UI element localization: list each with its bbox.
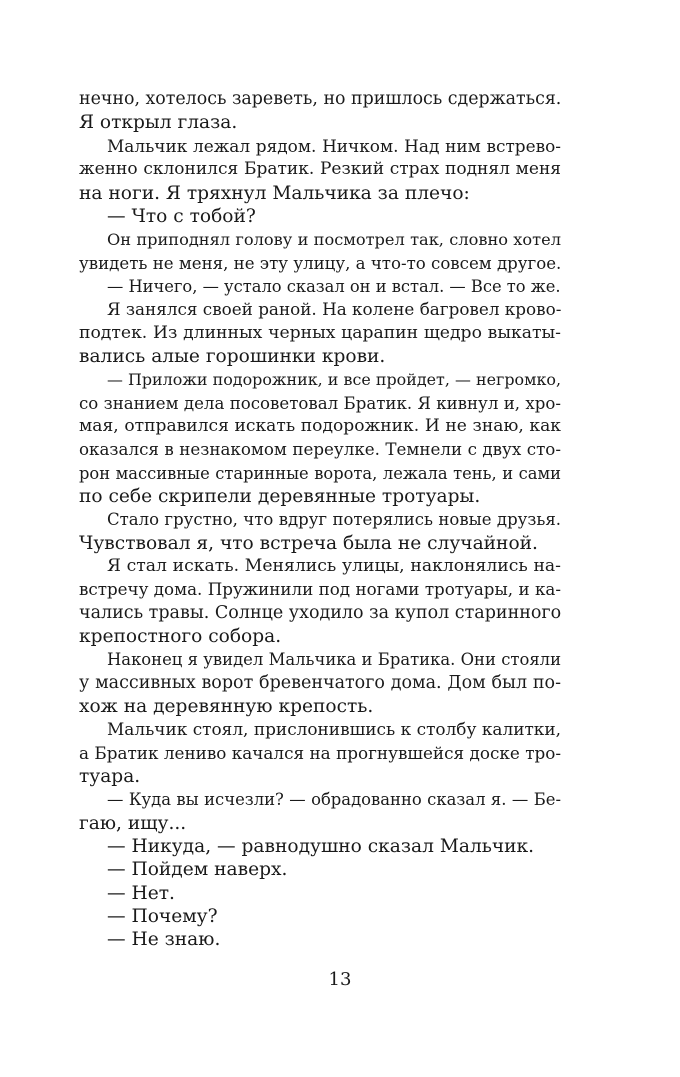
text-line: Чувствовал я, что встреча была не случайной. xyxy=(79,533,538,554)
text-line: Он приподнял голову и посмотрел так, словно хотел xyxy=(107,230,561,249)
text-line: Я открыл глаза. xyxy=(79,112,238,133)
text-line: — Куда вы исчезли? — обрадованно сказал я. — Бе- xyxy=(107,790,561,809)
text-line: а Братик лениво качался на прогнувшейся доске тро- xyxy=(79,743,561,763)
text-line: Наконец я увидел Мальчика и Братика. Они стояли xyxy=(107,650,561,669)
text-line: мая, отправился искать подорожник. И не знаю, как xyxy=(79,416,561,436)
text-line: хож на деревянную крепость. xyxy=(79,696,374,717)
text-line: вались алые горошинки крови. xyxy=(79,346,386,367)
text-line: Я занялся своей раной. На колене багровел крово- xyxy=(107,299,562,319)
text-line: Мальчик лежал рядом. Ничком. Над ним встрево- xyxy=(107,136,561,156)
text-line: — Пойдем наверх. xyxy=(107,859,288,880)
text-line: Стало грустно, что вдруг потерялись новые друзья. xyxy=(107,510,561,529)
text-line: по себе скрипели деревянные тротуары. xyxy=(79,486,481,507)
text-line: Я стал искать. Менялись улицы, наклонялись на- xyxy=(107,556,561,576)
text-line: встречу дома. Пружинили под ногами тротуары, и ка- xyxy=(79,579,561,599)
text-line: у массивных ворот бревенчатого дома. Дом был по- xyxy=(79,673,561,693)
text-line: — Что с тобой? xyxy=(107,206,256,227)
text-line: туара. xyxy=(79,766,141,787)
text-line: Мальчик стоял, прислонившись к столбу калитки, xyxy=(107,719,561,739)
text-line: крепостного собора. xyxy=(79,626,282,647)
text-line: чались травы. Солнце уходило за купол старинного xyxy=(79,603,562,623)
text-line: — Почему? xyxy=(107,906,218,927)
text-line: рон массивные старинные ворота, лежала тень, и сами xyxy=(79,464,561,483)
text-line: со знанием дела посоветовал Братик. Я кивнул и, хро- xyxy=(79,394,561,413)
text-line: нечно, хотелось зареветь, но пришлось сдержаться. xyxy=(79,89,562,109)
text-line: — Нет. xyxy=(107,883,175,904)
text-line: — Приложи подорожник, и все пройдет, — негромко, xyxy=(107,370,561,389)
text-line: подтек. Из длинных черных царапин щедро выкаты- xyxy=(79,323,561,343)
text-line: — Никуда, — равнодушно сказал Мальчик. xyxy=(107,836,535,857)
text-line: женно склонился Братик. Резкий страх поднял меня xyxy=(79,159,561,179)
text-line: на ноги. Я тряхнул Мальчика за плечо: xyxy=(79,183,470,204)
text-line: увидеть не меня, не эту улицу, а что-то совсем другое. xyxy=(79,254,562,273)
text-line: гаю, ищу... xyxy=(79,813,187,834)
text-line: — Не знаю. xyxy=(107,929,221,950)
text-line: — Ничего, — устало сказал он и встал. — Все то же. xyxy=(107,277,561,296)
text-line: оказался в незнакомом переулке. Темнели с двух сто- xyxy=(79,439,561,459)
page-number: 13 xyxy=(328,969,352,990)
